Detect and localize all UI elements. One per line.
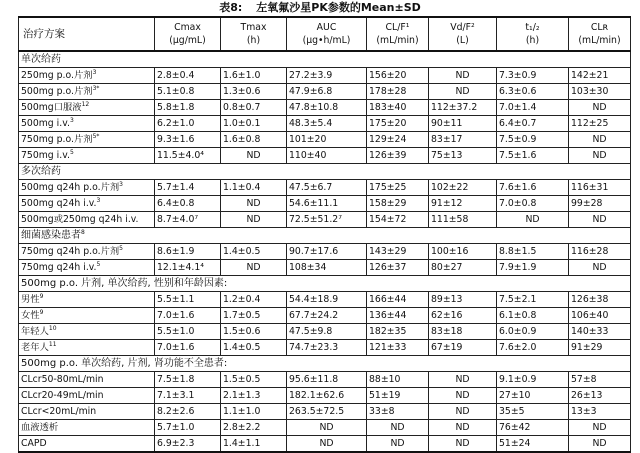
auc-cell: 54.4±18.9 xyxy=(287,292,367,308)
cl-cell: 156±20 xyxy=(367,68,429,84)
tmax-cell: 1.2±0.4 xyxy=(221,292,287,308)
footnote-ref: 5 xyxy=(69,148,74,156)
auc-cell: 67.7±24.2 xyxy=(287,308,367,324)
tmax-cell: 1.4±0.5 xyxy=(221,244,287,260)
vd-cell: 67±19 xyxy=(429,340,497,356)
cl-cell: 136±44 xyxy=(367,308,429,324)
table-row xyxy=(19,436,631,453)
col-header-cl: CL/F¹ (mL/min) xyxy=(367,17,429,51)
tmax-cell: ND xyxy=(221,260,287,276)
footnote-ref: 3 xyxy=(119,180,123,188)
tmax-cell: 1.5±0.5 xyxy=(221,372,287,388)
regimen-cell: CLcr50-80mL/min xyxy=(19,372,155,388)
clr-cell: ND xyxy=(569,436,631,453)
col-header-cmax: Cmax (μg/mL) xyxy=(155,17,221,51)
t-half-cell: 6.0±0.9 xyxy=(497,324,569,340)
t-half-cell: 7.9±1.9 xyxy=(497,260,569,276)
auc-cell: 47.5±9.8 xyxy=(287,324,367,340)
table-header-row xyxy=(19,17,631,51)
cl-cell: ND xyxy=(367,420,429,436)
section-label: 细菌感染患者$^8$ xyxy=(19,228,631,244)
t-half-cell: 6.4±0.7 xyxy=(497,116,569,132)
clr-cell: ND xyxy=(569,420,631,436)
section-row xyxy=(19,228,631,244)
clr-cell: ND xyxy=(569,260,631,276)
auc-cell: 95.6±11.8 xyxy=(287,372,367,388)
vd-cell: ND xyxy=(429,84,497,100)
vd-cell: 100±16 xyxy=(429,244,497,260)
cl-cell: 154±72 xyxy=(367,212,429,228)
section-label: 500mg p.o. 片剂, 单次给药, 性别和年龄因素: xyxy=(19,276,631,292)
tmax-cell: 1.6±1.0 xyxy=(221,68,287,84)
footnote-ref: 9 xyxy=(39,308,44,316)
clr-cell: 57±8 xyxy=(569,372,631,388)
t-half-cell: 7.3±0.9 xyxy=(497,68,569,84)
cl-cell: 178±28 xyxy=(367,84,429,100)
tmax-cell: 1.4±1.1 xyxy=(221,436,287,453)
auc-cell: 182.1±62.6 xyxy=(287,388,367,404)
cmax-cell: 6.2±1.0 xyxy=(155,116,221,132)
t-half-cell: 9.1±0.9 xyxy=(497,372,569,388)
clr-cell: ND xyxy=(569,132,631,148)
cmax-cell: 2.8±0.4 xyxy=(155,68,221,84)
table-row xyxy=(19,212,631,228)
cl-cell: 166±44 xyxy=(367,292,429,308)
section-row xyxy=(19,164,631,180)
regimen-cell: 500mg口服液$^{12}$ xyxy=(19,100,155,116)
clr-cell: ND xyxy=(569,100,631,116)
cl-cell: 126±39 xyxy=(367,148,429,164)
tmax-cell: 1.5±0.6 xyxy=(221,324,287,340)
table-row xyxy=(19,100,631,116)
regimen-cell: CLcr<20mL/min xyxy=(19,404,155,420)
table-row xyxy=(19,292,631,308)
t-half-cell: 7.0±1.4 xyxy=(497,100,569,116)
cl-cell: 121±33 xyxy=(367,340,429,356)
regimen-cell: 血液透析 xyxy=(19,420,155,436)
cl-cell: 175±25 xyxy=(367,180,429,196)
t-half-cell: 8.8±1.5 xyxy=(497,244,569,260)
cmax-cell: 8.7±4.0⁷ xyxy=(155,212,221,228)
t-half-cell: 76±42 xyxy=(497,420,569,436)
regimen-cell: 老年人$^{11}$ xyxy=(19,340,155,356)
table-number: 表8: xyxy=(219,1,243,14)
clr-cell: 126±38 xyxy=(569,292,631,308)
clr-cell: 91±29 xyxy=(569,340,631,356)
regimen-cell: 500mg或250mg q24h i.v. xyxy=(19,212,155,228)
table-row xyxy=(19,340,631,356)
col-header-auc: AUC (μg•h/mL) xyxy=(287,17,367,51)
tmax-cell: 1.0±0.1 xyxy=(221,116,287,132)
regimen-cell: 男性$^9$ xyxy=(19,292,155,308)
regimen-cell: CLcr20-49mL/min xyxy=(19,388,155,404)
clr-cell: 116±31 xyxy=(569,180,631,196)
cmax-cell: 7.1±3.1 xyxy=(155,388,221,404)
cmax-cell: 5.1±0.8 xyxy=(155,84,221,100)
auc-cell: ND xyxy=(287,420,367,436)
vd-cell: 91±12 xyxy=(429,196,497,212)
regimen-cell: 年轻人$^{10}$ xyxy=(19,324,155,340)
regimen-cell: 500mg q24h p.o.片剂$^3$ xyxy=(19,180,155,196)
table-row xyxy=(19,260,631,276)
cmax-cell: 9.3±1.6 xyxy=(155,132,221,148)
section-label: 500mg p.o. 单次给药, 片剂, 肾功能不全患者: xyxy=(19,356,631,372)
t-half-cell: 7.6±2.0 xyxy=(497,340,569,356)
footnote-ref: 10 xyxy=(48,324,57,332)
auc-cell: 263.5±72.5 xyxy=(287,404,367,420)
pk-parameters-table xyxy=(18,16,631,453)
cmax-cell: 5.7±1.0 xyxy=(155,420,221,436)
t-half-cell: 7.0±0.8 xyxy=(497,196,569,212)
col-header-vd: Vd/F² (L) xyxy=(429,17,497,51)
t-half-cell: 7.5±1.6 xyxy=(497,148,569,164)
clr-cell: ND xyxy=(569,148,631,164)
clr-cell: 112±25 xyxy=(569,116,631,132)
auc-cell: 72.5±51.2⁷ xyxy=(287,212,367,228)
tmax-cell: 2.8±2.2 xyxy=(221,420,287,436)
auc-cell: 48.3±5.4 xyxy=(287,116,367,132)
cl-cell: 143±29 xyxy=(367,244,429,260)
footnote-ref: 5 xyxy=(96,260,101,268)
vd-cell: ND xyxy=(429,388,497,404)
footnote-ref: 9 xyxy=(39,292,44,300)
cl-cell: 158±29 xyxy=(367,196,429,212)
vd-cell: ND xyxy=(429,404,497,420)
col-header-regimen: 治疗方案 xyxy=(19,17,155,51)
t-half-cell: 6.1±0.8 xyxy=(497,308,569,324)
vd-cell: 112±37.2 xyxy=(429,100,497,116)
auc-cell: 47.5±6.7 xyxy=(287,180,367,196)
clr-cell: ND xyxy=(569,212,631,228)
t-half-cell: ND xyxy=(497,212,569,228)
section-row xyxy=(19,51,631,68)
clr-cell: 13±3 xyxy=(569,404,631,420)
regimen-cell: 500mg q24h i.v.$^3$ xyxy=(19,196,155,212)
regimen-cell: 750mg i.v.$^5$ xyxy=(19,148,155,164)
regimen-cell: 500mg p.o.片剂$^{3*}$ xyxy=(19,84,155,100)
col-header-tmax: Tmax (h) xyxy=(221,17,287,51)
table-row xyxy=(19,388,631,404)
footnote-ref: 8 xyxy=(81,228,85,236)
table-row xyxy=(19,372,631,388)
vd-cell: 89±13 xyxy=(429,292,497,308)
table-row xyxy=(19,420,631,436)
vd-cell: 80±27 xyxy=(429,260,497,276)
tmax-cell: 1.7±0.5 xyxy=(221,308,287,324)
t-half-cell: 6.3±0.6 xyxy=(497,84,569,100)
cmax-cell: 8.2±2.6 xyxy=(155,404,221,420)
regimen-cell: 女性$^9$ xyxy=(19,308,155,324)
clr-cell: 140±33 xyxy=(569,324,631,340)
tmax-cell: 1.1±1.0 xyxy=(221,404,287,420)
footnote-ref: 3 xyxy=(96,196,101,204)
cl-cell: 33±8 xyxy=(367,404,429,420)
table-row xyxy=(19,132,631,148)
table-row xyxy=(19,308,631,324)
cl-cell: 126±37 xyxy=(367,260,429,276)
cmax-cell: 5.5±1.1 xyxy=(155,292,221,308)
vd-cell: ND xyxy=(429,420,497,436)
table-row xyxy=(19,324,631,340)
auc-cell: ND xyxy=(287,436,367,453)
regimen-cell: 750mg q24h i.v.$^5$ xyxy=(19,260,155,276)
auc-cell: 27.2±3.9 xyxy=(287,68,367,84)
table-row xyxy=(19,244,631,260)
footnote-ref: 5 xyxy=(119,244,123,252)
section-row xyxy=(19,356,631,372)
tmax-cell: 1.3±0.6 xyxy=(221,84,287,100)
cl-cell: 88±10 xyxy=(367,372,429,388)
tmax-cell: 2.1±1.3 xyxy=(221,388,287,404)
auc-cell: 54.6±11.1 xyxy=(287,196,367,212)
cmax-cell: 7.5±1.8 xyxy=(155,372,221,388)
table-row xyxy=(19,148,631,164)
table-caption xyxy=(0,0,640,15)
footnote-ref: 3 xyxy=(69,116,74,124)
footnote-ref: 12 xyxy=(81,100,90,108)
auc-cell: 108±34 xyxy=(287,260,367,276)
cmax-cell: 5.7±1.4 xyxy=(155,180,221,196)
vd-cell: 102±22 xyxy=(429,180,497,196)
section-label: 多次给药 xyxy=(19,164,631,180)
table-row xyxy=(19,116,631,132)
vd-cell: ND xyxy=(429,68,497,84)
t-half-cell: 27±10 xyxy=(497,388,569,404)
clr-cell: 99±28 xyxy=(569,196,631,212)
regimen-cell: 500mg i.v.$^3$ xyxy=(19,116,155,132)
cmax-cell: 6.9±2.3 xyxy=(155,436,221,453)
t-half-cell: 7.5±2.1 xyxy=(497,292,569,308)
table-title: 左氧氟沙星PK参数的Mean±SD xyxy=(256,1,421,14)
section-row xyxy=(19,276,631,292)
regimen-cell: 750mg p.o.片剂$^{5*}$ xyxy=(19,132,155,148)
vd-cell: 111±58 xyxy=(429,212,497,228)
clr-cell: 26±13 xyxy=(569,388,631,404)
tmax-cell: ND xyxy=(221,212,287,228)
footnote-ref: 3* xyxy=(92,84,100,92)
table-row xyxy=(19,84,631,100)
auc-cell: 74.7±23.3 xyxy=(287,340,367,356)
t-half-cell: 51±24 xyxy=(497,436,569,453)
t-half-cell: 7.6±1.6 xyxy=(497,180,569,196)
cl-cell: 51±19 xyxy=(367,388,429,404)
auc-cell: 47.9±6.8 xyxy=(287,84,367,100)
t-half-cell: 7.5±0.9 xyxy=(497,132,569,148)
vd-cell: ND xyxy=(429,436,497,453)
tmax-cell: 1.4±0.5 xyxy=(221,340,287,356)
cl-cell: ND xyxy=(367,436,429,453)
cl-cell: 183±40 xyxy=(367,100,429,116)
vd-cell: ND xyxy=(429,372,497,388)
footnote-ref: 5* xyxy=(92,132,100,140)
regimen-cell: 750mg q24h p.o.片剂$^5$ xyxy=(19,244,155,260)
auc-cell: 47.8±10.8 xyxy=(287,100,367,116)
vd-cell: 90±11 xyxy=(429,116,497,132)
clr-cell: 106±40 xyxy=(569,308,631,324)
regimen-cell: CAPD xyxy=(19,436,155,453)
footnote-ref: 3 xyxy=(92,68,97,76)
table-row xyxy=(19,180,631,196)
regimen-cell: 250mg p.o.片剂$^3$ xyxy=(19,68,155,84)
cmax-cell: 7.0±1.6 xyxy=(155,340,221,356)
footnote-ref: 11 xyxy=(48,340,57,348)
col-header-t-half: t₁/₂ (h) xyxy=(497,17,569,51)
vd-cell: 83±17 xyxy=(429,132,497,148)
vd-cell: 62±16 xyxy=(429,308,497,324)
table-body xyxy=(19,51,631,452)
table-row xyxy=(19,196,631,212)
tmax-cell: ND xyxy=(221,196,287,212)
cl-cell: 182±35 xyxy=(367,324,429,340)
table-row xyxy=(19,68,631,84)
cl-cell: 129±24 xyxy=(367,132,429,148)
vd-cell: 83±18 xyxy=(429,324,497,340)
vd-cell: 75±13 xyxy=(429,148,497,164)
cmax-cell: 12.1±4.1⁴ xyxy=(155,260,221,276)
auc-cell: 110±40 xyxy=(287,148,367,164)
auc-cell: 101±20 xyxy=(287,132,367,148)
clr-cell: 116±28 xyxy=(569,244,631,260)
cmax-cell: 6.4±0.8 xyxy=(155,196,221,212)
tmax-cell: ND xyxy=(221,148,287,164)
cmax-cell: 5.8±1.8 xyxy=(155,100,221,116)
auc-cell: 90.7±17.6 xyxy=(287,244,367,260)
col-header-clr: CLʀ (mL/min) xyxy=(569,17,631,51)
table-row xyxy=(19,404,631,420)
cmax-cell: 8.6±1.9 xyxy=(155,244,221,260)
section-label: 单次给药 xyxy=(19,51,631,68)
tmax-cell: 0.8±0.7 xyxy=(221,100,287,116)
cmax-cell: 11.5±4.0⁴ xyxy=(155,148,221,164)
t-half-cell: 35±5 xyxy=(497,404,569,420)
cl-cell: 175±20 xyxy=(367,116,429,132)
clr-cell: 103±30 xyxy=(569,84,631,100)
clr-cell: 142±21 xyxy=(569,68,631,84)
cmax-cell: 7.0±1.6 xyxy=(155,308,221,324)
tmax-cell: 1.1±0.4 xyxy=(221,180,287,196)
cmax-cell: 5.5±1.0 xyxy=(155,324,221,340)
tmax-cell: 1.6±0.8 xyxy=(221,132,287,148)
